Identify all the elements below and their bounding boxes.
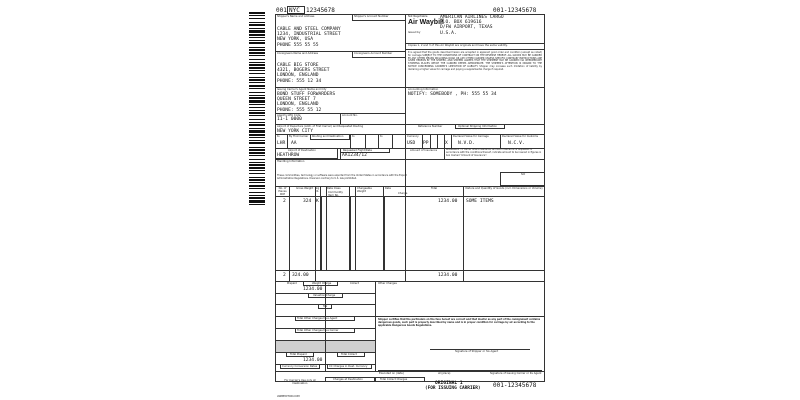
declared-carriage-label: Declared Value for Carriage	[453, 135, 489, 138]
awb-number-top: 001-12345678	[493, 7, 537, 14]
pieces: 2	[283, 199, 286, 204]
total-collect-label: Total Collect	[341, 353, 357, 356]
wt-val: PP	[423, 141, 429, 146]
flight: AA1234/12	[342, 153, 367, 158]
currency-rates-label: Currency Conversion Rates	[282, 365, 318, 368]
copies-note: Copies 1, 2 and 3 of this Air Waybill are originals and have the same validity.	[408, 44, 508, 47]
account-no-label: Account No.	[342, 114, 358, 117]
routing-dest-label: Routing and Destination	[312, 135, 344, 138]
destination-label: Airport of Destination	[288, 149, 316, 152]
shaded-prepaid	[276, 341, 325, 352]
consignee-account-label: Consignee's Account Number	[354, 52, 393, 55]
export-note: These commodities, technology or software were exported from the United States in accordance with the Export Administration Regulations. Diversion contrary to U.S. law prohibited.	[277, 174, 407, 180]
shipper-label: Shipper's Name and Address	[277, 15, 315, 18]
declared-customs-label: Declared Value for Customs	[502, 135, 539, 138]
shipper-account-label: Shipper's Account Number	[354, 15, 389, 18]
col-pieces: No. of Pieces RCP	[278, 187, 287, 196]
collect-label: Collect	[350, 282, 359, 285]
destination: HEATHROW	[277, 153, 300, 158]
sum-pieces: 2	[283, 273, 286, 278]
to-label-3: to	[380, 135, 383, 138]
carrier-value: AA	[291, 141, 297, 146]
to-value: LHR	[277, 141, 286, 146]
certification-text: Shipper certifies that the particulars on the face hereof are correct and that insofar as any part of the consignment contains dangerous goods, such part is properly described by name and is in proper condition for carriage by air according to the applicable Dangerous Goods Regulations.	[378, 318, 541, 327]
issued-by-label: Issued by	[408, 31, 421, 34]
currency-label: Currency	[407, 135, 419, 138]
sum-total: 1234.00	[438, 273, 458, 278]
other-charges-label: Other Charges	[378, 282, 397, 285]
sig-carrier-label: Signature of Issuing Carrier or its Agent	[490, 372, 542, 375]
tax-label: Tax	[323, 305, 328, 308]
other-carrier-label: Total Other Charges Due Carrier	[297, 329, 339, 332]
col-chargeable: Chargeable Weight	[357, 187, 372, 193]
col-rate-class: Rate Class	[327, 187, 341, 190]
col-commodity: Commodity Item No.	[328, 191, 343, 197]
at-label: at (place)	[438, 372, 451, 375]
awb-prefix: 001	[276, 7, 287, 14]
conditions-text: It is agreed that the goods described herein are accepted in apparent good order and condition (except as noted) for carriage SUBJECT TO THE CONDITIONS OF CONTRACT ON THE REVERSE HEREOF. ALL GOODS MAY BE CARRIED BY ANY OTHER MEANS INCLUDING ROAD OR ANY OTHER CARRIER UNLESS SPECIFIC CONTRARY INSTRUCTIONS ARE GIVEN HEREON BY THE SHIPPER, AND SHIPPER AGREES THAT THE SHIPMENT MAY BE CARRIED VIA INTERMEDIATE STOPPING PLACES WHICH THE CARRIER DEEMS APPROPRIATE. THE SHIPPER'S ATTENTION IS DRAWN TO THE NOTICE CONCERNING CARRIER'S LIMITATION OF LIABILITY. Shipper may increase such limitation of liability by declaring a higher value for carriage and paying a supplemental charge if required.	[408, 51, 542, 71]
consignee-address: CABLE BIG STORE 4321, BOGERS STREET LONDON, ENGLAND PHONE: 555 12 34	[277, 63, 330, 84]
declared-carriage: N.V.D.	[458, 141, 475, 146]
departure: NEW YORK CITY	[277, 129, 313, 134]
valuation-label: Valuation Charge	[313, 294, 336, 297]
total-prepaid-label: Total Prepaid	[290, 353, 307, 356]
reference-label: Reference Number	[418, 125, 443, 128]
weight-charge: 1234.00	[303, 287, 323, 292]
iata-code: 11-1 0000	[277, 117, 302, 122]
optional-label: Optional Shipping Information	[458, 125, 497, 128]
first-carrier-label: By First Carrier	[289, 135, 309, 138]
col-total: Total	[431, 187, 438, 190]
col-gross: Gross Weight	[296, 187, 314, 190]
awb-serial: 12345678	[306, 7, 335, 14]
col-kg: kg lb	[316, 187, 320, 193]
gross-weight: 324	[303, 199, 312, 204]
original-title: ORIGINAL 1	[435, 381, 463, 386]
sci-label: SCI	[521, 173, 526, 176]
col-rate: Rate	[385, 187, 391, 190]
original-sub: (FOR ISSUING CARRIER)	[425, 386, 481, 391]
iata-label: Agent's IATA Code	[277, 114, 301, 117]
flight-label: Requested Flight/Date	[343, 149, 372, 152]
to-label: to	[277, 135, 280, 138]
not-negotiable: Not Negotiable	[408, 15, 428, 18]
total: 1234.00	[438, 199, 458, 204]
agent-label: Issuing Carrier's Agent Name and City	[277, 88, 327, 91]
issuer-address: AMERICAN AIRLINES CARGO P.O. BOX 619616 D/FW AIRPORT, TEXAS U.S.A.	[440, 15, 504, 36]
insurance-label: Amount of Insurance	[410, 149, 438, 152]
departure-label: Airport of Departure (Addr. of First Carrier) and Requested Routing	[277, 125, 364, 128]
origin-code: NYC	[289, 7, 300, 14]
consignee-label: Consignee's Name and Address	[277, 52, 318, 55]
total-prepaid: 1234.00	[303, 358, 323, 363]
agent-address: BOND STUFF FORWARDERS QUEEN STREET 7 LONDON, ENGLAND PHONE: 555 55 12	[277, 92, 336, 113]
col-charge: Charge	[398, 192, 408, 195]
insurance-note: INSURANCE - If carrier offers insurance, and such insurance is requested in accordance with the conditions thereof, indicate amount to be insured in figures in box marked "Amount of Insurance".	[446, 148, 542, 157]
notify: NOTIFY: SOMEBODY , PH: 555 55 34	[408, 92, 497, 97]
to-label-2: to	[352, 135, 355, 138]
weight-charge-label: Weight Charge	[312, 282, 332, 285]
barcode	[249, 12, 265, 207]
col-nature: Nature and Quantity of Goods (incl. Dimensions or Volume)	[465, 187, 543, 190]
prepaid-label: Prepaid	[287, 282, 297, 285]
executed-label: Executed on (date)	[379, 372, 404, 375]
weight-unit: K	[316, 199, 319, 204]
charges-dest-label: Charges at Destination	[333, 378, 363, 381]
other-value: X	[445, 141, 448, 146]
nature: SOME ITEMS	[466, 199, 494, 204]
accounting-label: Accounting Information	[408, 88, 439, 91]
for-carrier-label: For Carrier's Use only at Destination	[284, 379, 316, 385]
sum-weight: 324.00	[292, 273, 309, 278]
declared-customs: N.C.V.	[508, 141, 525, 146]
sig-shipper-label: Signature of Shipper or his Agent	[455, 350, 499, 353]
cc-charges-label: CC Charges in Dest. Currency	[329, 365, 368, 368]
awb-number-bottom: 001-12345678	[493, 382, 537, 389]
air-waybill-title: Air Waybill	[408, 19, 444, 26]
shaded-collect	[326, 341, 375, 352]
source-text: AWBEDITOR.COM	[277, 395, 300, 398]
other-agent-label: Total Other Charges Due Agent	[297, 317, 338, 320]
shipper-address: CABLE AND STEEL COMPANY 1234, INDUSTRIAL STREET NEW YORK, USA PHONE 555 55 55	[277, 27, 341, 48]
handling-label: Handling Information	[277, 160, 305, 163]
total-collect-charges-label: Total Collect Charges	[380, 378, 408, 381]
currency: USD	[407, 141, 416, 146]
